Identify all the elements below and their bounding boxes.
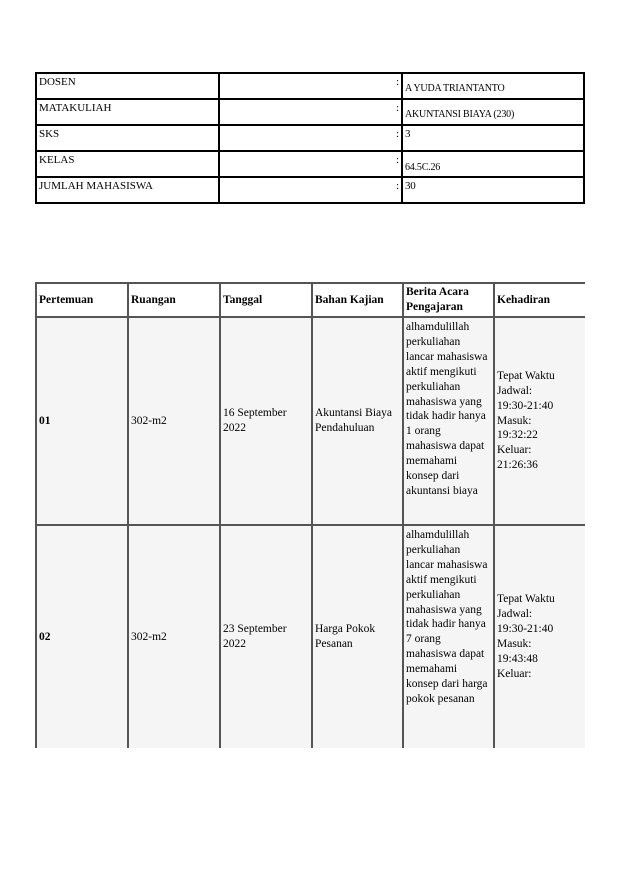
column-header-tanggal: Tanggal bbox=[220, 283, 312, 317]
kehadiran-status: Tepat Waktu bbox=[497, 369, 555, 382]
kehadiran-jadwal-label: Jadwal: bbox=[497, 608, 533, 621]
kehadiran-cell bbox=[494, 317, 585, 525]
table-row bbox=[36, 525, 585, 748]
info-separator: : bbox=[219, 177, 402, 203]
info-label: SKS bbox=[36, 125, 219, 151]
info-value: 30 bbox=[402, 177, 584, 203]
kehadiran-keluar-label: Keluar: bbox=[497, 444, 532, 457]
column-header-berita-acara: Berita Acara Pengajaran bbox=[403, 283, 494, 317]
info-row-matakuliah bbox=[36, 99, 584, 125]
column-header-ruangan: Ruangan bbox=[128, 283, 220, 317]
kehadiran-masuk-label: Masuk: bbox=[497, 638, 532, 650]
tanggal-cell: 16 September 2022 bbox=[220, 317, 312, 525]
attendance-table bbox=[35, 282, 585, 748]
kehadiran-cell bbox=[494, 525, 585, 748]
pertemuan-cell: 02 bbox=[36, 525, 128, 748]
info-label: KELAS bbox=[36, 151, 219, 177]
ruangan-cell: 302-m2 bbox=[128, 525, 220, 748]
info-label: MATAKULIAH bbox=[36, 99, 219, 125]
info-row-jumlah-mahasiswa bbox=[36, 177, 584, 203]
info-label: DOSEN bbox=[36, 73, 219, 99]
info-value: A YUDA TRIANTANTO bbox=[402, 73, 584, 99]
info-label: JUMLAH MAHASISWA bbox=[36, 177, 219, 203]
info-value: 3 bbox=[402, 125, 584, 151]
info-separator: : bbox=[219, 99, 402, 125]
info-value: AKUNTANSI BIAYA (230) bbox=[402, 99, 584, 125]
berita-acara-cell: alhamdulillah perkuliahan lancar mahasiswa aktif mengikuti perkuliahan mahasiswa yang tidak hadir hanya 1 orang mahasiswa dapat memahami konsep dari akuntansi biaya bbox=[403, 317, 494, 525]
column-header-pertemuan: Pertemuan bbox=[36, 283, 128, 317]
kehadiran-keluar: 21:26:36 bbox=[497, 459, 538, 472]
attendance-table-container bbox=[35, 282, 585, 748]
kehadiran-keluar-label: Keluar: bbox=[497, 667, 532, 680]
info-separator: : bbox=[219, 125, 402, 151]
kehadiran-masuk: 19:43:48 bbox=[497, 652, 538, 665]
kehadiran-masuk-label: Masuk: bbox=[497, 414, 532, 427]
info-value: 64.5C.26 bbox=[402, 151, 584, 177]
kehadiran-jadwal-label: Jadwal: bbox=[497, 384, 533, 397]
kehadiran-status: Tepat Waktu bbox=[497, 593, 555, 606]
kehadiran-masuk: 19:32:22 bbox=[497, 429, 538, 442]
info-row-dosen bbox=[36, 73, 584, 99]
column-header-kehadiran: Kehadiran bbox=[494, 283, 585, 317]
table-header-row bbox=[36, 283, 585, 317]
course-info-table bbox=[35, 72, 585, 204]
column-header-bahan-kajian: Bahan Kajian bbox=[312, 283, 403, 317]
info-row-kelas bbox=[36, 151, 584, 177]
berita-acara-cell: alhamdulillah perkuliahan lancar mahasiswa aktif mengikuti perkuliahan mahasiswa yang tidak hadir hanya 7 orang mahasiswa dapat memahami konsep dari harga pokok pesanan bbox=[403, 525, 494, 748]
info-row-sks bbox=[36, 125, 584, 151]
info-separator: : bbox=[219, 151, 402, 177]
info-separator: : bbox=[219, 73, 402, 99]
ruangan-cell: 302-m2 bbox=[128, 317, 220, 525]
kehadiran-jadwal: 19:30-21:40 bbox=[497, 623, 554, 636]
tanggal-cell: 23 September 2022 bbox=[220, 525, 312, 748]
bahan-kajian-cell: Harga Pokok Pesanan bbox=[312, 525, 403, 748]
table-row bbox=[36, 317, 585, 525]
pertemuan-cell: 01 bbox=[36, 317, 128, 525]
kehadiran-jadwal: 19:30-21:40 bbox=[497, 399, 554, 412]
bahan-kajian-cell: Akuntansi Biaya Pendahuluan bbox=[312, 317, 403, 525]
